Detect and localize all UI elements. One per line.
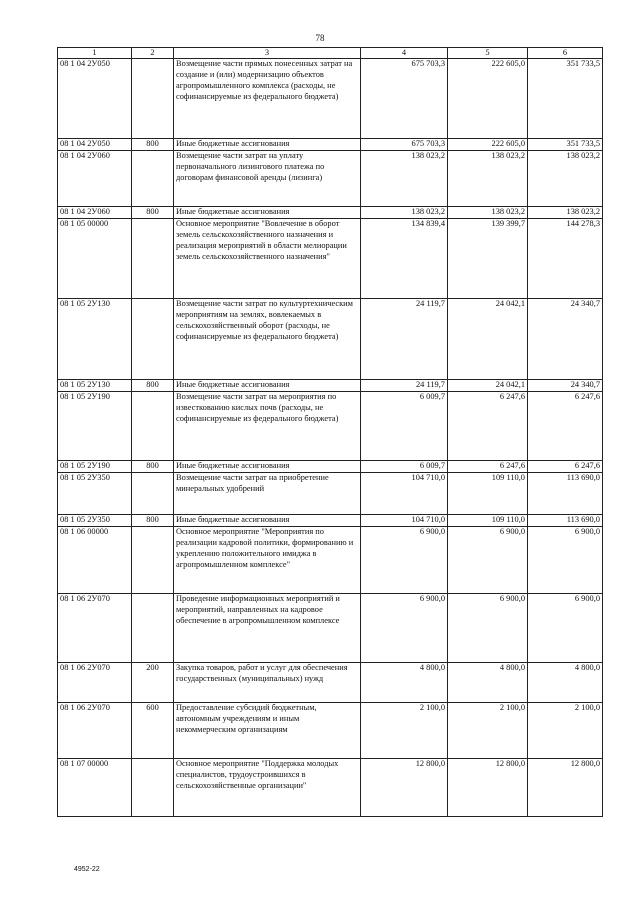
target-item-code: 08 1 07 00000 bbox=[58, 759, 132, 817]
amount-col-6: 24 340,7 bbox=[528, 380, 603, 392]
item-name: Предоставление субсидий бюджетным, автономным учреждениям и иным некоммерческим организациям bbox=[174, 703, 361, 759]
amount-col-4: 6 900,0 bbox=[361, 527, 448, 594]
amount-col-5: 24 042,1 bbox=[448, 380, 528, 392]
column-header: 5 bbox=[448, 48, 528, 59]
target-item-code: 08 1 04 2У050 bbox=[58, 59, 132, 139]
expense-type-code bbox=[132, 527, 174, 594]
expense-type-code: 800 bbox=[132, 380, 174, 392]
table-row bbox=[58, 759, 603, 817]
amount-col-6: 6 900,0 bbox=[528, 594, 603, 663]
expense-type-code bbox=[132, 392, 174, 461]
amount-col-5: 12 800,0 bbox=[448, 759, 528, 817]
target-item-code: 08 1 06 2У070 bbox=[58, 663, 132, 703]
amount-col-5: 4 800,0 bbox=[448, 663, 528, 703]
item-name: Иные бюджетные ассигнования bbox=[174, 380, 361, 392]
expense-type-code bbox=[132, 151, 174, 207]
amount-col-4: 134 839,4 bbox=[361, 219, 448, 299]
table-row bbox=[58, 151, 603, 207]
amount-col-5: 6 900,0 bbox=[448, 594, 528, 663]
target-item-code: 08 1 06 2У070 bbox=[58, 594, 132, 663]
amount-col-4: 6 009,7 bbox=[361, 392, 448, 461]
amount-col-4: 138 023,2 bbox=[361, 151, 448, 207]
amount-col-4: 24 119,7 bbox=[361, 299, 448, 380]
target-item-code: 08 1 05 00000 bbox=[58, 219, 132, 299]
column-header: 2 bbox=[132, 48, 174, 59]
amount-col-4: 6 009,7 bbox=[361, 461, 448, 473]
target-item-code: 08 1 04 2У050 bbox=[58, 139, 132, 151]
target-item-code: 08 1 06 00000 bbox=[58, 527, 132, 594]
amount-col-6: 2 100,0 bbox=[528, 703, 603, 759]
table-row bbox=[58, 207, 603, 219]
amount-col-5: 2 100,0 bbox=[448, 703, 528, 759]
amount-col-4: 104 710,0 bbox=[361, 515, 448, 527]
table-header-row bbox=[58, 48, 603, 59]
amount-col-6: 138 023,2 bbox=[528, 151, 603, 207]
amount-col-5: 222 605,0 bbox=[448, 59, 528, 139]
column-header: 3 bbox=[174, 48, 361, 59]
amount-col-6: 12 800,0 bbox=[528, 759, 603, 817]
table-row bbox=[58, 663, 603, 703]
column-header: 1 bbox=[58, 48, 132, 59]
amount-col-6: 113 690,0 bbox=[528, 473, 603, 515]
item-name: Возмещение части затрат на приобретение минеральных удобрений bbox=[174, 473, 361, 515]
amount-col-6: 138 023,2 bbox=[528, 207, 603, 219]
expense-type-code: 800 bbox=[132, 461, 174, 473]
item-name: Закупка товаров, работ и услуг для обеспечения государственных (муниципальных) нужд bbox=[174, 663, 361, 703]
table-row bbox=[58, 473, 603, 515]
amount-col-6: 4 800,0 bbox=[528, 663, 603, 703]
expense-type-code bbox=[132, 219, 174, 299]
target-item-code: 08 1 05 2У350 bbox=[58, 473, 132, 515]
amount-col-6: 6 247,6 bbox=[528, 392, 603, 461]
amount-col-5: 6 900,0 bbox=[448, 527, 528, 594]
table-row bbox=[58, 594, 603, 663]
amount-col-4: 4 800,0 bbox=[361, 663, 448, 703]
target-item-code: 08 1 04 2У060 bbox=[58, 207, 132, 219]
amount-col-6: 6 900,0 bbox=[528, 527, 603, 594]
target-item-code: 08 1 06 2У070 bbox=[58, 703, 132, 759]
table-row bbox=[58, 299, 603, 380]
amount-col-4: 104 710,0 bbox=[361, 473, 448, 515]
expense-type-code bbox=[132, 473, 174, 515]
target-item-code: 08 1 05 2У190 bbox=[58, 392, 132, 461]
item-name: Основное мероприятие "Мероприятия по реализации кадровой политики, формированию и укреплению положительного имиджа в агропромышленном комплексе" bbox=[174, 527, 361, 594]
amount-col-4: 2 100,0 bbox=[361, 703, 448, 759]
item-name: Основное мероприятие "Вовлечение в оборот земель сельскохозяйственного назначения и реализация мероприятий в области мелиорации земель сельскохозяйственного назначения" bbox=[174, 219, 361, 299]
item-name: Возмещение части затрат по культуртехническим мероприятиям на землях, вовлекаемых в сельскохозяйственный оборот (расходы, не софинансируемые из федерального бюджета) bbox=[174, 299, 361, 380]
amount-col-6: 24 340,7 bbox=[528, 299, 603, 380]
expense-type-code: 800 bbox=[132, 139, 174, 151]
expense-type-code: 600 bbox=[132, 703, 174, 759]
item-name: Возмещение части затрат на уплату первоначального лизингового платежа по договорам финансовой аренды (лизинга) bbox=[174, 151, 361, 207]
target-item-code: 08 1 05 2У130 bbox=[58, 380, 132, 392]
expense-type-code bbox=[132, 594, 174, 663]
table-row bbox=[58, 380, 603, 392]
amount-col-5: 138 023,2 bbox=[448, 207, 528, 219]
target-item-code: 08 1 05 2У350 bbox=[58, 515, 132, 527]
table-row bbox=[58, 392, 603, 461]
expense-type-code: 800 bbox=[132, 207, 174, 219]
column-header: 6 bbox=[528, 48, 603, 59]
table-row bbox=[58, 219, 603, 299]
expense-type-code bbox=[132, 759, 174, 817]
amount-col-6: 6 247,6 bbox=[528, 461, 603, 473]
amount-col-6: 113 690,0 bbox=[528, 515, 603, 527]
expense-type-code: 800 bbox=[132, 515, 174, 527]
amount-col-5: 138 023,2 bbox=[448, 151, 528, 207]
amount-col-4: 675 703,3 bbox=[361, 59, 448, 139]
amount-col-5: 24 042,1 bbox=[448, 299, 528, 380]
amount-col-6: 144 278,3 bbox=[528, 219, 603, 299]
target-item-code: 08 1 05 2У190 bbox=[58, 461, 132, 473]
amount-col-5: 6 247,6 bbox=[448, 461, 528, 473]
expense-type-code bbox=[132, 59, 174, 139]
table-row bbox=[58, 527, 603, 594]
amount-col-4: 138 023,2 bbox=[361, 207, 448, 219]
expense-type-code: 200 bbox=[132, 663, 174, 703]
expense-type-code bbox=[132, 299, 174, 380]
amount-col-4: 12 800,0 bbox=[361, 759, 448, 817]
budget-table bbox=[57, 47, 603, 817]
item-name: Иные бюджетные ассигнования bbox=[174, 139, 361, 151]
table-row bbox=[58, 139, 603, 151]
table-row bbox=[58, 59, 603, 139]
item-name: Проведение информационных мероприятий и мероприятий, направленных на кадровое обеспечение в агропромышленном комплексе bbox=[174, 594, 361, 663]
column-header: 4 bbox=[361, 48, 448, 59]
item-name: Основное мероприятие "Поддержка молодых специалистов, трудоустроившихся в сельскохозяйственные организации" bbox=[174, 759, 361, 817]
document-footer-code: 4952-22 bbox=[74, 866, 100, 873]
page-number: 78 bbox=[315, 33, 325, 43]
item-name: Возмещение части затрат на мероприятия по известкованию кислых почв (расходы, не софинансируемые из федерального бюджета) bbox=[174, 392, 361, 461]
amount-col-4: 24 119,7 bbox=[361, 380, 448, 392]
amount-col-4: 6 900,0 bbox=[361, 594, 448, 663]
table-row bbox=[58, 703, 603, 759]
amount-col-5: 109 110,0 bbox=[448, 515, 528, 527]
item-name: Иные бюджетные ассигнования bbox=[174, 515, 361, 527]
amount-col-5: 6 247,6 bbox=[448, 392, 528, 461]
item-name: Иные бюджетные ассигнования bbox=[174, 461, 361, 473]
amount-col-5: 109 110,0 bbox=[448, 473, 528, 515]
target-item-code: 08 1 05 2У130 bbox=[58, 299, 132, 380]
amount-col-6: 351 733,5 bbox=[528, 59, 603, 139]
item-name: Иные бюджетные ассигнования bbox=[174, 207, 361, 219]
amount-col-5: 222 605,0 bbox=[448, 139, 528, 151]
amount-col-6: 351 733,5 bbox=[528, 139, 603, 151]
table-row bbox=[58, 515, 603, 527]
amount-col-4: 675 703,3 bbox=[361, 139, 448, 151]
amount-col-5: 139 399,7 bbox=[448, 219, 528, 299]
item-name: Возмещение части прямых понесенных затрат на создание и (или) модернизацию объектов агропромышленного комплекса (расходы, не софинансируемые из федерального бюджета) bbox=[174, 59, 361, 139]
table-row bbox=[58, 461, 603, 473]
target-item-code: 08 1 04 2У060 bbox=[58, 151, 132, 207]
